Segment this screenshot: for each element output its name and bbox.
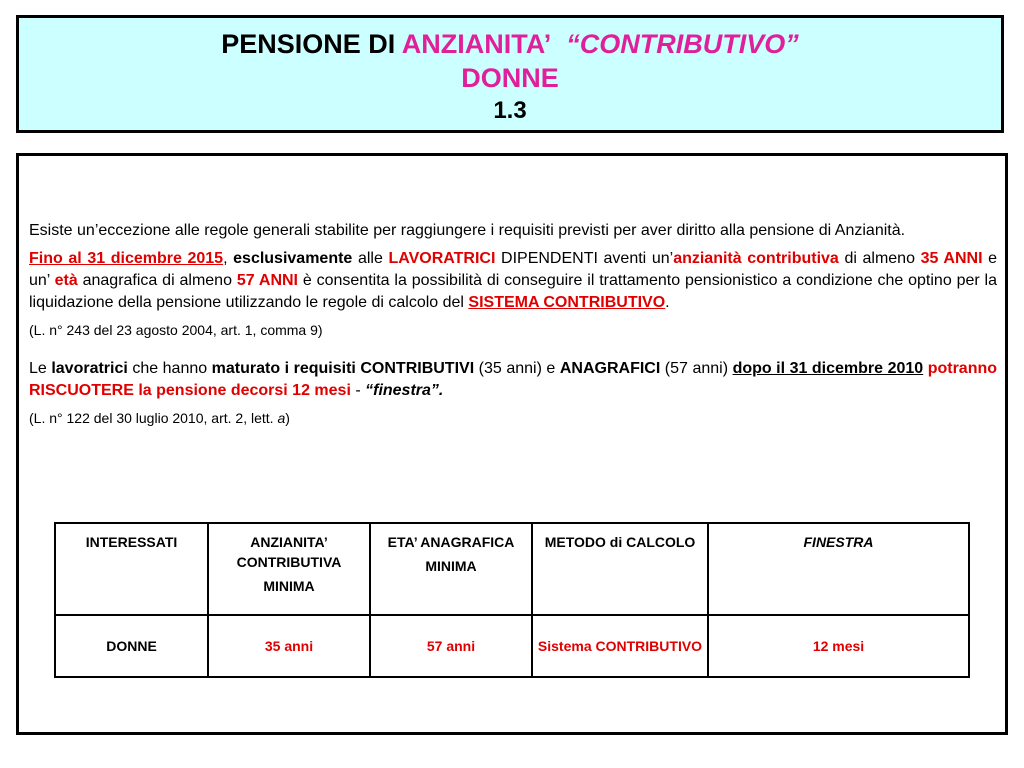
header-anzianita [208, 523, 370, 615]
table-header-row [55, 523, 969, 615]
text-fragment: a [277, 410, 286, 426]
header-metodo: METODO di CALCOLO [532, 523, 708, 615]
header-finestra: FINESTRA [708, 523, 969, 615]
text-fragment: ) [285, 410, 290, 426]
paragraph-intro: Esiste un’eccezione alle regole generali stabilite per raggiungere i requisiti previsti per aver diritto alla pensione di Anzianità. [29, 222, 906, 239]
header-text: MINIMA [425, 558, 477, 574]
text-fragment: (57 anni) [660, 360, 733, 377]
cell-interessati: DONNE [55, 615, 208, 677]
header-interessati: INTERESSATI [55, 523, 208, 615]
text-fragment: , [223, 250, 234, 267]
text-lavoratrici: LAVORATRICI [388, 250, 496, 267]
header-text: ETA’ ANAGRAFICA [387, 534, 515, 550]
text-deadline: Fino al 31 dicembre 2015 [29, 250, 224, 267]
text-esclusivamente: esclusivamente [233, 250, 353, 267]
text-fragment: (35 anni) e [474, 360, 560, 377]
title-line-2: DONNE [461, 63, 559, 93]
text-eta: età [54, 272, 78, 289]
text-lavoratrici: lavoratrici [51, 360, 128, 377]
title-highlight-anzianita: ANZIANITA’ [401, 29, 552, 59]
text-fragment: - [350, 382, 366, 399]
text-fragment: (L. n° 122 del 30 luglio 2010, art. 2, lett. [29, 410, 278, 426]
text-sistema-contributivo: SISTEMA CONTRIBUTIVO [468, 294, 666, 311]
text-fragment: DIPENDENTI aventi un’ [495, 250, 674, 267]
cell-metodo: Sistema CONTRIBUTIVO [532, 615, 708, 677]
text-anagrafici: ANAGRAFICI [559, 360, 661, 377]
cell-finestra: 12 mesi [708, 615, 969, 677]
content-box [16, 153, 1008, 735]
text-57-anni: 57 ANNI [236, 272, 298, 289]
table-row [55, 615, 969, 677]
cell-eta: 57 anni [370, 615, 532, 677]
paragraph-rule [29, 248, 997, 314]
text-anzianita-contributiva: anzianità contributiva [673, 250, 839, 267]
text-riscuotere: potranno RISCUOTERE la pensione decorsi 12 mesi [29, 360, 998, 399]
text-finestra: “finestra”. [365, 382, 444, 399]
reference-law-243: (L. n° 243 del 23 agosto 2004, art. 1, comma 9) [29, 322, 323, 338]
text-fragment: Le [29, 360, 52, 377]
title-highlight-contributivo: “CONTRIBUTIVO” [566, 29, 799, 59]
paragraph-finestra [29, 358, 997, 402]
text-fragment: . [665, 294, 670, 311]
text-35-anni: 35 ANNI [920, 250, 983, 267]
text-fragment: che hanno [127, 360, 212, 377]
header-text: MINIMA [263, 578, 315, 594]
text-date-2010: dopo il 31 dicembre 2010 [732, 360, 924, 377]
text-fragment: e un’ [29, 250, 998, 289]
title-slide-number: 1.3 [493, 97, 527, 124]
header-text: ANZIANITA’ CONTRIBUTIVA [236, 534, 342, 570]
title-prefix: PENSIONE DI [221, 29, 402, 59]
title-line-1 [19, 28, 1001, 60]
header-eta [370, 523, 532, 615]
text-requisiti-contributivi: maturato i requisiti CONTRIBUTIVI [211, 360, 475, 377]
text-fragment: anagrafica di almeno [77, 272, 237, 289]
content-text [29, 220, 997, 428]
text-fragment: di almeno [838, 250, 921, 267]
title-box [16, 15, 1004, 133]
summary-table [54, 522, 970, 678]
text-fragment: è consentita la possibilità di conseguire il trattamento pensionistico a condizione che optino per la liquidazione della pensione utilizzando le regole di calcolo del [29, 272, 998, 311]
reference-law-122 [29, 408, 997, 428]
cell-anzianita: 35 anni [208, 615, 370, 677]
text-fragment: alle [352, 250, 389, 267]
